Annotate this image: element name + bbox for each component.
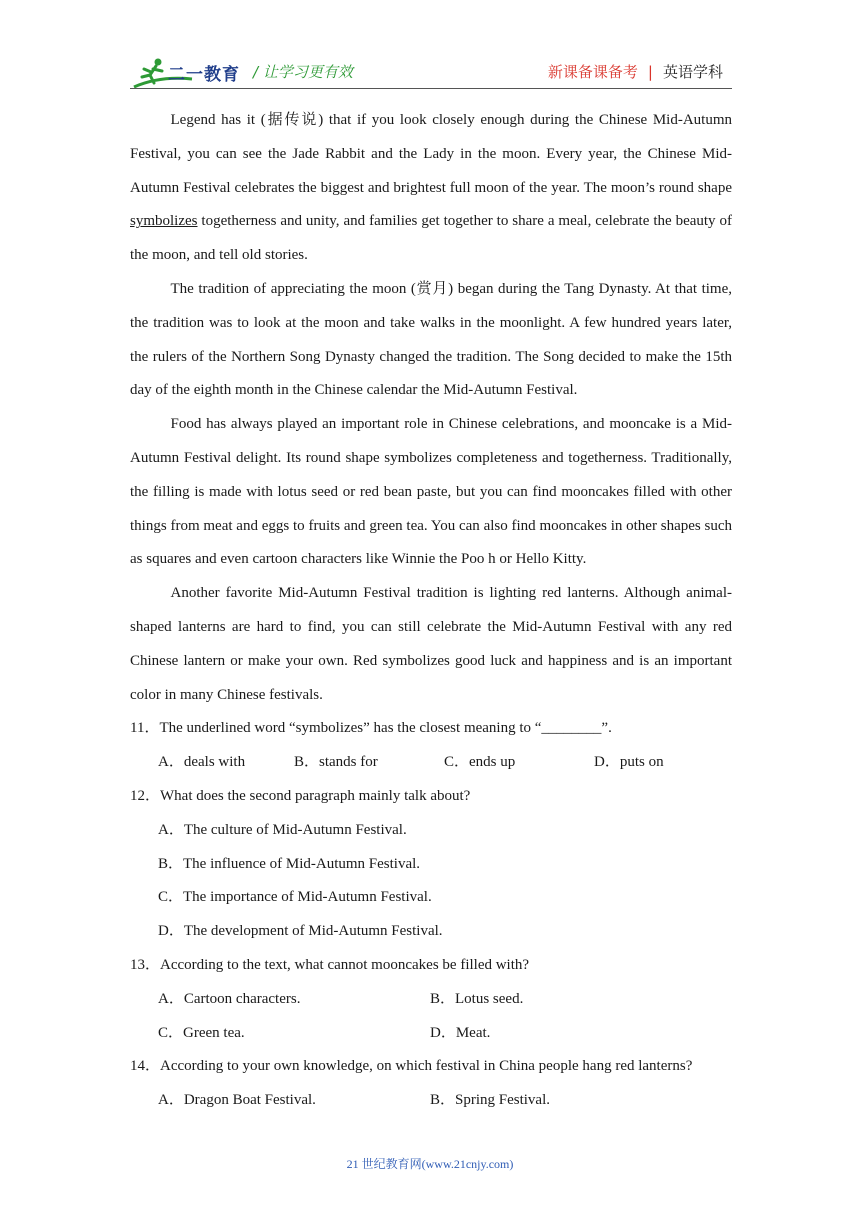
- option-a: A．deals with: [158, 754, 246, 771]
- passage-paragraph-1: [130, 104, 732, 273]
- option-a: A．The culture of Mid-Autumn Festival.: [158, 821, 407, 838]
- question-13-options-row-1: [158, 983, 732, 1017]
- underlined-word: symbolizes: [130, 213, 198, 230]
- question-11-options: [158, 746, 732, 780]
- document-body: [130, 104, 732, 1118]
- option-a: A．Dragon Boat Festival.: [158, 1092, 316, 1109]
- option-b: B．The influence of Mid-Autumn Festival.: [158, 855, 421, 872]
- page-header: [0, 0, 860, 95]
- course-title: 新课备课备考: [547, 63, 638, 81]
- question-14-stem: 14．According to your own knowledge, on which festival in China people hang red lanterns?: [130, 1058, 693, 1075]
- option-b: B．Spring Festival.: [430, 1092, 551, 1109]
- question-13-stem: 13．According to the text, what cannot mooncakes be filled with?: [130, 956, 530, 973]
- question-12-stem: 12．What does the second paragraph mainly talk about?: [130, 787, 471, 804]
- header-divider: [130, 88, 732, 89]
- passage-paragraph-2: The tradition of appreciating the moon (赏月) began during the Tang Dynasty. At that time, the tradition was to look at the moon and take walks in the moonlight. A few hundred years later, the rulers of the Northern Song Dynasty changed the tradition. The Song decided to make the 15th day of the eighth month in the Chinese calendar the Mid-Autumn Festival.: [130, 280, 732, 399]
- p1-text-after: togetherness and unity, and families get together to share a meal, celebrate the beauty of the moon, and tell old stories.: [130, 213, 732, 264]
- passage-paragraph-3: Food has always played an important role in Chinese celebrations, and mooncake is a Mid-Autumn Festival delight. Its round shape symbolizes completeness and togetherness. Traditionally, the filling is made with lotus seed or red bean paste, but you can find mooncakes filled with other things from meat and eggs to fruits and green tea. You can also find mooncakes in other shapes such as squares and even cartoon characters like Winnie the Poo h or Hello Kitty.: [130, 416, 732, 568]
- subject-label: 英语学科: [662, 63, 723, 81]
- option-d: D．Meat.: [430, 1024, 491, 1041]
- logo-text: 二一教育: [168, 65, 240, 85]
- question-14-options: [158, 1084, 732, 1118]
- option-d: D．puts on: [594, 754, 664, 771]
- question-11-stem: 11．The underlined word “symbolizes” has the closest meaning to “________”.: [130, 720, 612, 737]
- option-a: A．Cartoon characters.: [158, 990, 301, 1007]
- option-c: C．The importance of Mid-Autumn Festival.: [158, 889, 432, 906]
- page-footer: 21 世纪教育网(www.21cnjy.com): [346, 1157, 514, 1171]
- slogan: / 让学习更有效: [253, 63, 353, 81]
- header-right: [548, 61, 723, 82]
- option-d: D．The development of Mid-Autumn Festival.: [158, 923, 443, 940]
- passage-paragraph-4: Another favorite Mid-Autumn Festival tradition is lighting red lanterns. Although animal-shaped lanterns are hard to find, you can still celebrate the Mid-Autumn Festival with any red Chinese lantern or make your own. Red symbolizes good luck and happiness and is an important color in many Chinese festivals.: [130, 585, 732, 703]
- option-b: B．Lotus seed.: [430, 990, 524, 1007]
- p1-text-before: Legend has it (据传说) that if you look closely enough during the Chinese Mid-Autumn Festival, you can see the Jade Rabbit and the Lady in the moon. Every year, the Chinese Mid-Autumn Festival celebrates the biggest and brightest full moon of the year. The moon’s round shape: [130, 112, 732, 196]
- option-c: C．Green tea.: [158, 1024, 245, 1041]
- header-separator: |: [647, 63, 653, 81]
- option-c: C．ends up: [444, 754, 516, 771]
- option-b: B．stands for: [294, 754, 378, 771]
- question-13-options-row-2: [158, 1017, 732, 1051]
